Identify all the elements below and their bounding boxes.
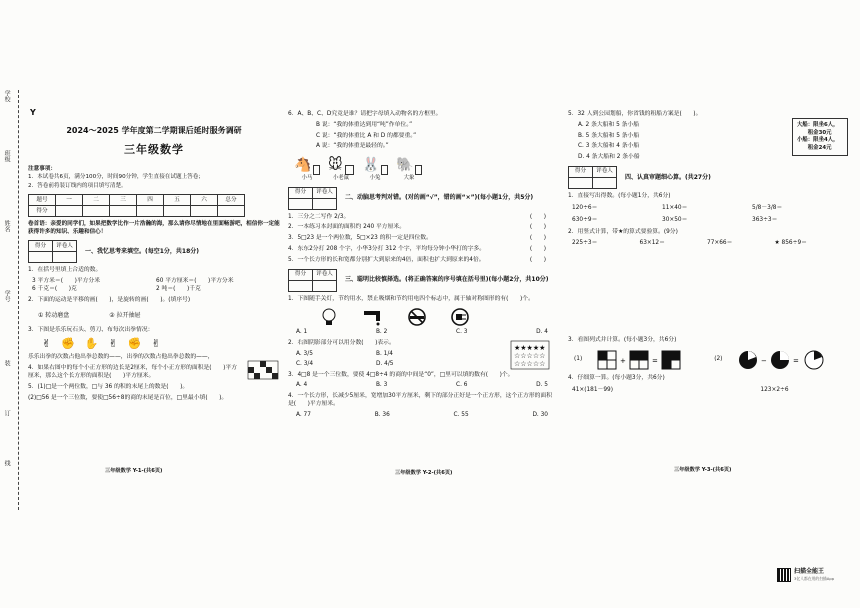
- horse-icon: 🐴: [294, 157, 312, 174]
- s3-q4-opts: A. 77 B. 36 C. 55 D. 30: [296, 411, 548, 418]
- notes-heading: 注意事项：: [28, 165, 56, 172]
- animal-rabbit: 🐰 小兔: [362, 155, 388, 182]
- star-grid-figure: [510, 340, 550, 370]
- watermark-sub: 3亿人都在用的扫描App: [794, 576, 835, 582]
- svg-text:☆☆☆☆☆: ☆☆☆☆☆: [514, 352, 546, 361]
- water-tap-icon: [362, 307, 384, 327]
- light-bulb-icon: [318, 307, 340, 327]
- s4-q2: 2．用竖式计算，带★的算式要验算。(9分): [568, 228, 678, 235]
- animal-elephant: 🐘 大象: [396, 155, 422, 182]
- s3-q3: 3．4□8 是一个三位数，要使 4□8÷4 的商的中间是“0”，□里可以填的数有( )个。: [288, 371, 514, 378]
- score-cell[interactable]: [218, 206, 245, 217]
- drawer-item: ② 拉开抽屉: [109, 311, 141, 319]
- score-header: 二: [83, 195, 110, 206]
- fraction-squares-figure: [596, 349, 700, 371]
- s3-q1: 1．下图随手关灯，节约用水，禁止吸烟和节约用电四个标志中，属于轴对称图形的有( )个。: [288, 295, 534, 302]
- fraction-circles-figure: [736, 349, 832, 371]
- mini-score-table: 得分 评卷人: [288, 187, 337, 210]
- animal-mouse: 🐭 小老鼠: [328, 155, 354, 182]
- s3-q3-opts: A. 4 B. 3 C. 6 D. 5: [296, 382, 548, 389]
- hand-icon: ✌: [108, 337, 118, 351]
- score-header: 总分: [218, 195, 245, 206]
- mini-score-table: 得分 评卷人: [568, 166, 617, 189]
- svg-text:☆☆☆☆☆: ☆☆☆☆☆: [514, 360, 546, 369]
- hand-icon: ✊: [127, 337, 142, 351]
- scanner-watermark: [777, 566, 859, 584]
- judge-item: 5．一个长方形的长和宽都分别扩大到原来的4倍，面积也扩大到原来的4倍。 ( ): [288, 256, 546, 263]
- s1-q1: 1．在括号里填上合适的数。: [28, 267, 102, 274]
- s1-q6-line: C 说：“我的体重比 A 和 D 的都要重。”: [316, 132, 417, 139]
- section-4-title: 四、认真审题细心算。(共27分): [625, 173, 711, 181]
- note-item: 1．本试卷共6页，满分100分，时间90分钟，学生直接在试题上答卷；: [28, 174, 204, 181]
- svg-text:−: −: [761, 356, 768, 365]
- judge-item: 4．东东2分打 208 个字，小华3分打 312 个字，平均每分钟小华打的字多。 ( ): [288, 245, 546, 252]
- fill-blank: 6 千克＝( )克: [32, 286, 77, 292]
- s3-q5-opt: A. 2 条大船和 5 条小船: [578, 121, 640, 128]
- encouragement: 卷首语：亲爱的同学们，如果把数学比作一片浩瀚的海，那么请你尽情地在里面畅游吧，相信你一定能获得许多的知识、乐趣和信心！: [28, 221, 280, 235]
- binding-label: 线: [3, 460, 11, 466]
- watermark-brand: 扫描全能王: [794, 568, 825, 576]
- animal-row: [294, 155, 556, 182]
- grid-figure: [246, 359, 280, 381]
- answer-box[interactable]: [345, 165, 354, 175]
- mouse-icon: 🐭: [328, 157, 343, 174]
- score-cell[interactable]: [110, 206, 137, 217]
- svg-text:+: +: [620, 356, 627, 365]
- judge-item: 1．三分之二写作 2/3。 ( ): [288, 213, 546, 220]
- page-footer-3: 三年级数学 Y-3-(共6页): [674, 467, 732, 473]
- elephant-icon: 🐘: [396, 157, 414, 174]
- s3-q2-opts: A. 3/5 B. 1/4 C. 3/4 D. 4/5: [296, 351, 394, 367]
- power-plug-icon: [450, 307, 472, 327]
- s4-q3-figures: (1) + = (2) − =: [574, 349, 846, 371]
- hand-icon: ✌: [42, 337, 52, 351]
- section-3-title: 三、聪明比较慎择选。(将正确答案的序号填在括号里)(每小题2分，共10分): [345, 276, 549, 284]
- fill-blank: 60 平方厘米＝( )平方分米: [156, 278, 234, 285]
- section-2-title: 二、动脑思考判对错。(对的画“√”，错的画“×”)(每小题1分，共5分): [345, 194, 534, 201]
- sign-row: [318, 307, 556, 327]
- s1-q5: 5．(1)□是一个两位数，□与 36 的积的末尾上的数是( )。: [28, 383, 189, 390]
- section-3-header: [288, 269, 556, 292]
- page-footer-2: 三年级数学 Y-2-(共6页): [395, 470, 453, 476]
- fill-blank: 3 平方米＝( )平方分米: [32, 278, 101, 285]
- qr-code-icon: [777, 568, 791, 582]
- s1-q1-items: [32, 278, 280, 294]
- score-cell[interactable]: [191, 206, 218, 217]
- s4-q4: 4．仔细算一算。(每小题3分，共6分): [568, 374, 665, 381]
- hand-gestures: [42, 337, 280, 351]
- section-2-header: [288, 187, 556, 210]
- exam-title: 2024～2025 学年度第二学期课后延时服务调研: [66, 126, 242, 135]
- s1-q5b: (2)□56 是一个三位数，要使□56÷8的商的末尾是百位，□里最小填( )。: [28, 394, 228, 401]
- s4-q1: 1．直接写出得数。(每小题1分，共6分): [568, 193, 671, 200]
- s4-q1-row: 630÷9＝ 30×50＝ 363÷3＝: [572, 216, 778, 223]
- subject-title: 三年级数学: [124, 142, 184, 156]
- s1-q2: 2．下面的运动是平移的画( )，是旋转的画( )。(填序号): [28, 296, 191, 303]
- hand-icon: ✌: [151, 337, 161, 351]
- hand-icon: ✋: [84, 337, 99, 351]
- score-header: 题号: [29, 195, 56, 206]
- binding-label: 学校: [3, 90, 11, 102]
- no-smoking-icon: [406, 307, 428, 327]
- animal-horse: 🐴 小马: [294, 155, 320, 182]
- binding-label: 班级: [3, 150, 11, 162]
- s1-q3: 3．下图是乐乐玩石头、剪刀、布每次出拳情况：: [28, 326, 154, 333]
- s1-q6-line: A 说：“我的体重是最轻的。”: [316, 143, 389, 150]
- rabbit-icon: 🐰: [362, 157, 380, 174]
- answer-box[interactable]: [313, 165, 320, 175]
- score-header: 一: [56, 195, 83, 206]
- svg-text:=: =: [793, 356, 800, 365]
- svg-text:★★★★★: ★★★★★: [514, 344, 546, 353]
- score-cell[interactable]: [56, 206, 83, 217]
- section-4-header: [568, 166, 846, 189]
- binding-strip: [0, 90, 22, 510]
- s3-q5-opt: B. 5 条大船和 5 条小船: [578, 132, 640, 139]
- s3-q5-opt: C. 3 条大船和 4 条小船: [578, 143, 640, 150]
- work-space[interactable]: [568, 252, 846, 334]
- fill-blank: 2 吨＝( )千克: [156, 286, 201, 292]
- section-1-header: [28, 240, 280, 263]
- note-item: 2．答卷前将装订线内的项目填写清楚。: [28, 182, 127, 189]
- boat-price-ticket: 大船：限坐6人， 租金30元 小船：限坐4人， 租金24元: [792, 118, 848, 156]
- s4-q3: 3．看图列式并计算。(每小题3分，共6分): [568, 337, 677, 344]
- s1-q4: 4．如果右图中的每个小正方形的边长是2厘米，每个小正方形的面积是( )平方厘米，那么这个长方形的面积是( )平方厘米。: [28, 365, 280, 381]
- column-1: [28, 108, 280, 406]
- s3-q2: 2．右图阴影部分可以用分数( )表示。 ★★★★★ ☆☆☆☆☆ ☆☆☆☆☆: [288, 340, 556, 348]
- page-footer-1: 三年级数学 Y-1-(共6页): [105, 468, 163, 474]
- binding-label: 姓名: [3, 220, 11, 232]
- millstone-item: ① 转动磨盘: [38, 311, 70, 319]
- corner-mark: Y: [30, 108, 36, 117]
- s3-q5: 5．32 人到公园划船，你省钱的租船方案是( )。: [568, 111, 702, 117]
- judge-item: 2．一本练习本封面的面积约 240 平方厘米。 ( ): [288, 224, 546, 231]
- s3-q1-opts: A. 1 B. 2 C. 3 D. 4: [296, 329, 548, 336]
- s1-q6-line: B 说：“我的体重达到用“吨”作单位。”: [316, 121, 413, 128]
- judge-item: 3．5□23 是一个两位数，5□×23 的积一定是四位数。 ( ): [288, 235, 546, 242]
- score-cell[interactable]: [83, 206, 110, 217]
- s1-q2-items: [38, 308, 280, 324]
- mini-score-table: 得分 评卷人: [288, 269, 337, 292]
- section-1-title: 一、我忆思考来填空。(每空1分，共18分): [85, 247, 200, 255]
- s4-q4-row: 41×(181－99) 123×2÷6: [572, 386, 789, 393]
- s4-q2-row: 225÷3＝ 63×12＝ 77×66＝ ★ 856÷9＝: [572, 240, 807, 247]
- binding-label: 装: [3, 360, 11, 366]
- mini-score-table: 得分 评卷人: [28, 240, 77, 263]
- score-header: 六: [191, 195, 218, 206]
- score-cell[interactable]: [137, 206, 164, 217]
- score-cell[interactable]: [164, 206, 191, 217]
- svg-text:=: =: [652, 356, 659, 365]
- score-row-label: 得分: [29, 206, 56, 217]
- answer-box[interactable]: [381, 165, 388, 175]
- answer-box[interactable]: [415, 165, 422, 175]
- s1-q3-text: 乐乐出拳的次数占他出拳总数的——，出拳的次数占他出拳总数的——，: [28, 354, 214, 361]
- score-header: 三: [110, 195, 137, 206]
- score-header: 四: [137, 195, 164, 206]
- score-table: [28, 194, 245, 217]
- binding-label: 学号: [3, 290, 11, 302]
- s1-q6: 6．A、B、C、D究竟是谁？请把字母填入动物名的方框里。: [288, 111, 442, 117]
- s3-q4: 4．一个长方形，长减少5厘米，宽增加30平方厘米，剩下的部分正好是一个正方形，这个正方形的面积是( )平方厘米。: [288, 393, 553, 408]
- s3-q5-opt: D. 4 条大船和 2 条小船: [578, 154, 640, 161]
- binding-label: 订: [3, 410, 11, 416]
- hand-icon: ✊: [61, 337, 75, 351]
- s4-q1-row: 120÷6＝ 11×40＝ 5/8－3/8＝: [572, 204, 783, 211]
- column-2: [288, 108, 556, 422]
- score-header: 五: [164, 195, 191, 206]
- binding-line: [18, 90, 19, 510]
